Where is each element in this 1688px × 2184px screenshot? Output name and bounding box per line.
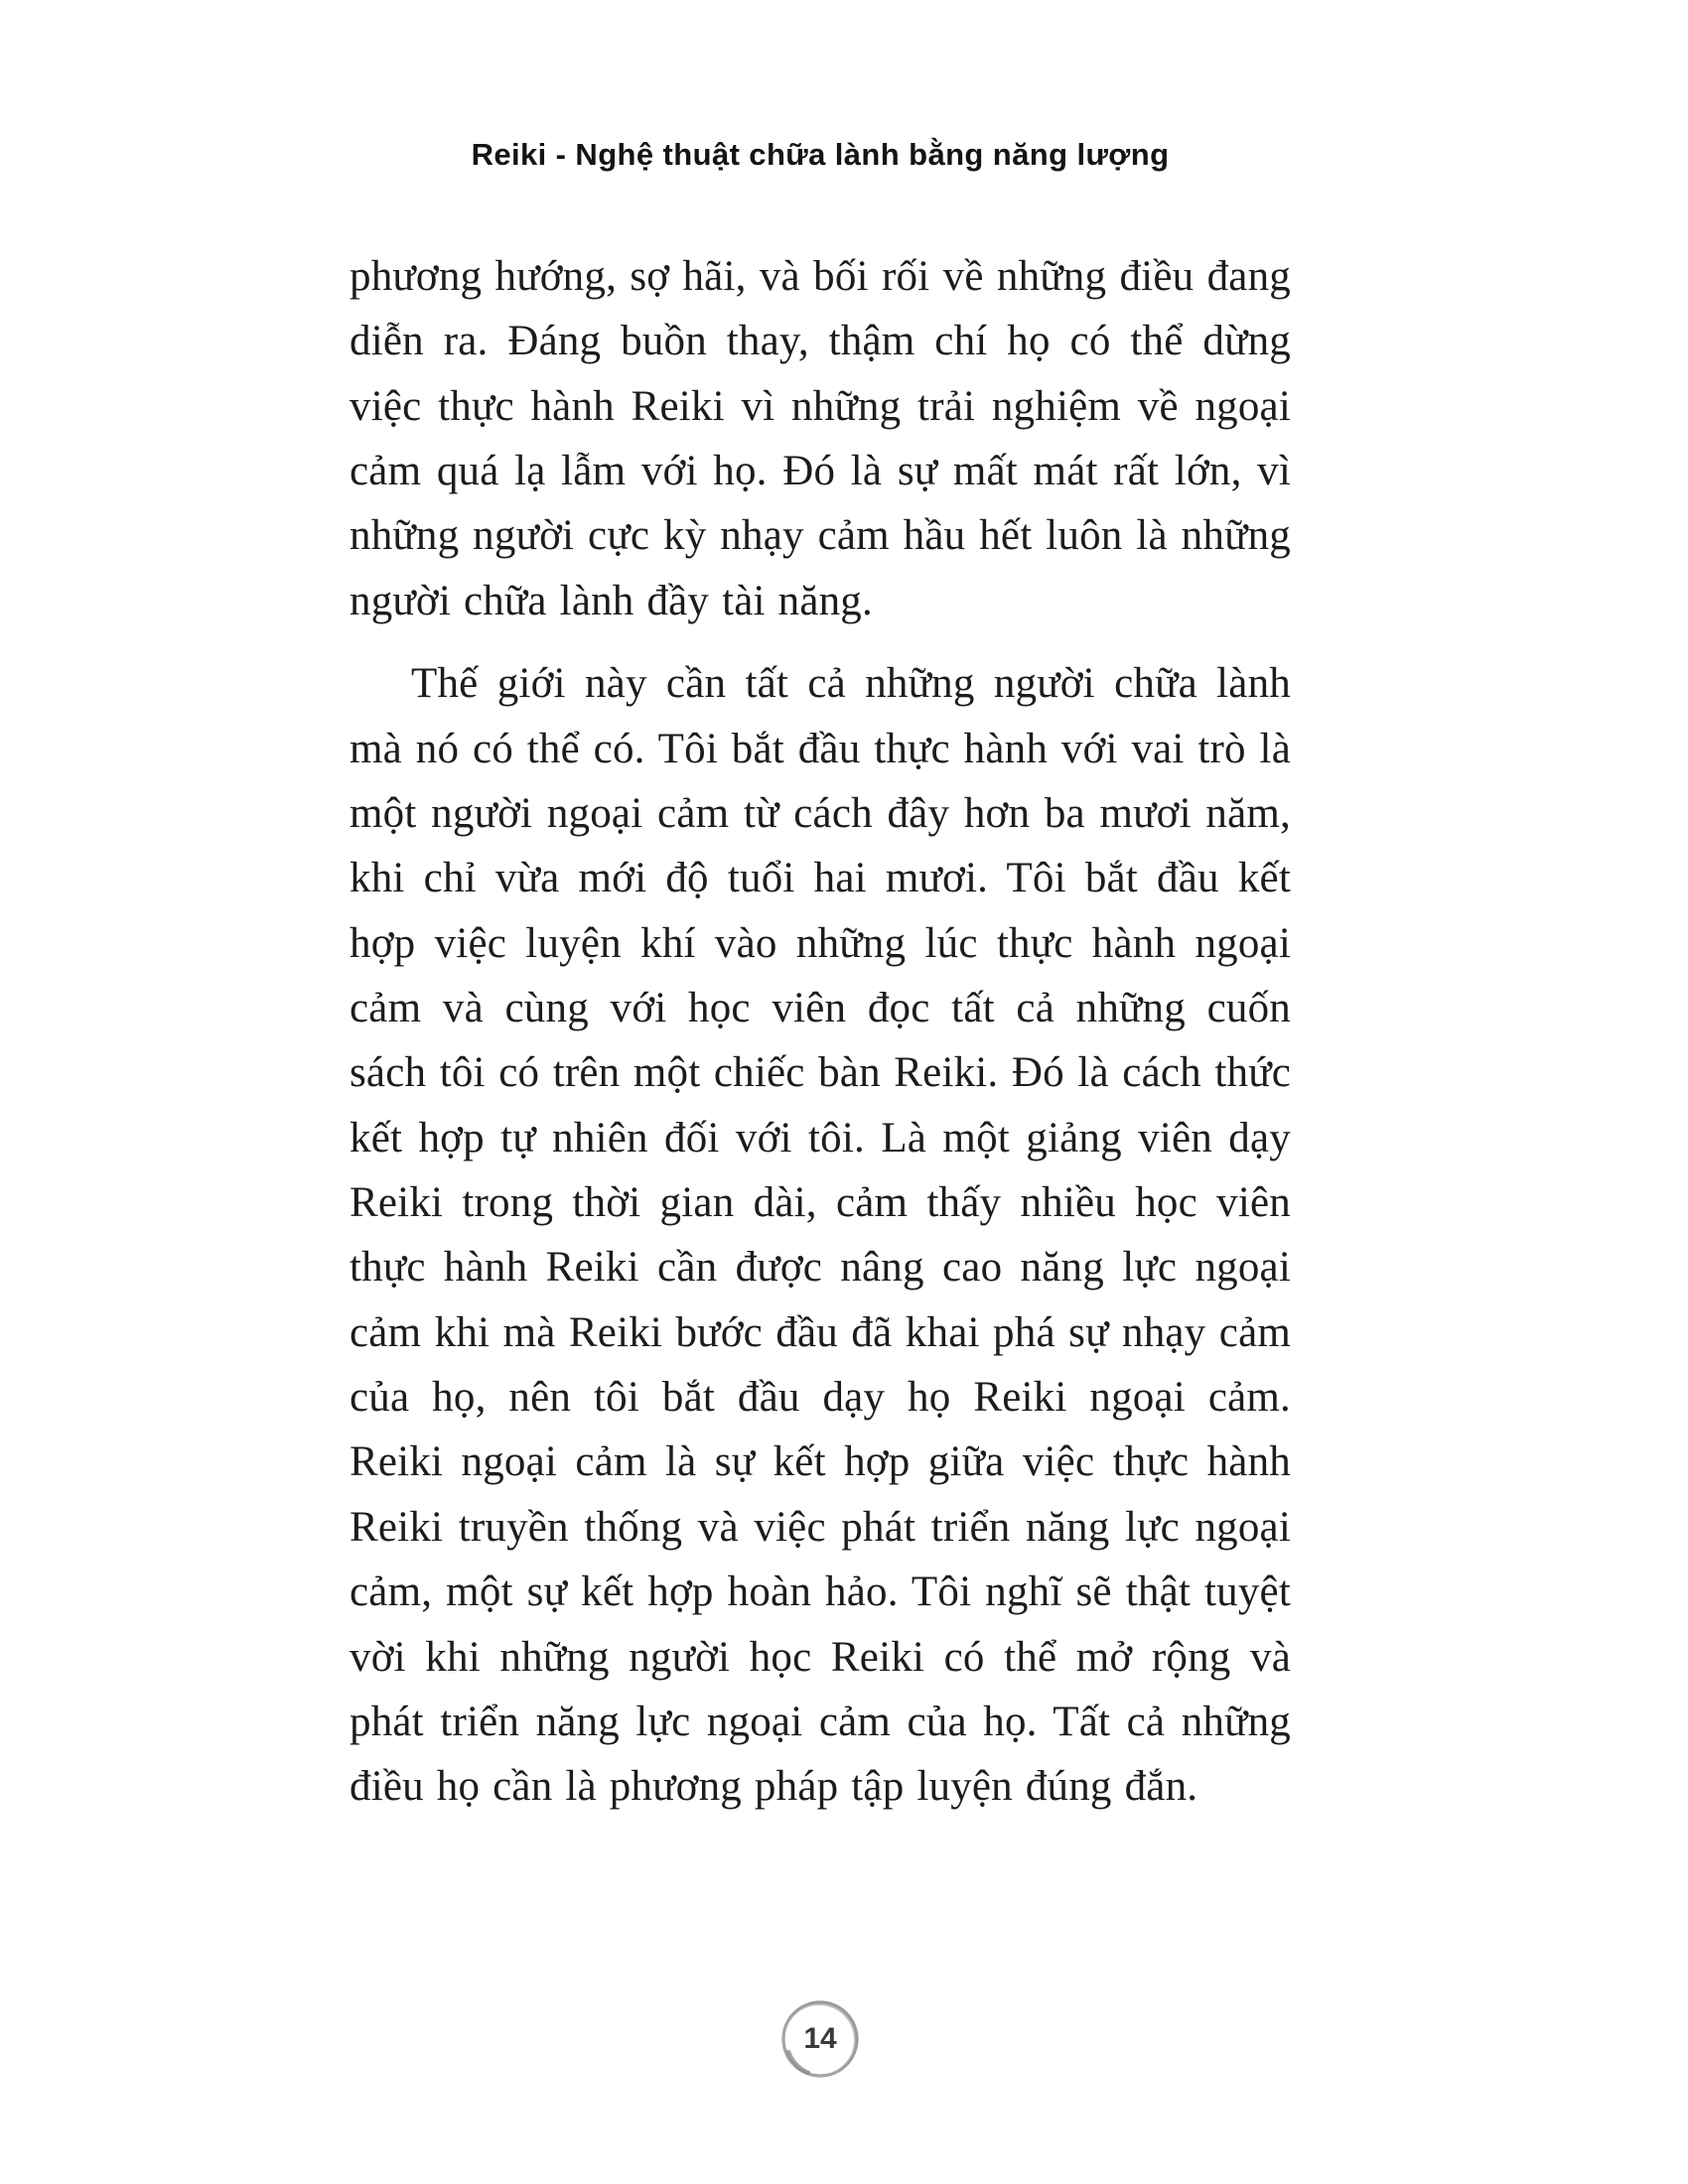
page-footer <box>350 1997 1291 2081</box>
paragraph-1: phương hướng, sợ hãi, và bối rối về những điều đang diễn ra. Đáng buồn thay, thậm chí họ có thể dừng việc thực hành Reiki vì những trải nghiệm về ngoại cảm quá lạ lẫm với họ. Đó là sự mất mát rất lớn, vì những người cực kỳ nhạy cảm hầu hết luôn là những người chữa lành đầy tài năng. <box>350 253 1291 624</box>
body-text <box>350 244 1291 1820</box>
running-header: Reiki - Nghệ thuật chữa lành bằng năng lượng <box>471 137 1170 172</box>
page-number: 14 <box>803 2022 837 2055</box>
paragraph-2: Thế giới này cần tất cả những người chữa lành mà nó có thể có. Tôi bắt đầu thực hành với vai trò là một người ngoại cảm từ cách đây hơn ba mươi năm, khi chỉ vừa mới độ tuổi hai mươi. Tôi bắt đầu kết hợp việc luyện khí vào những lúc thực hành ngoại cảm và cùng với học viên đọc tất cả những cuốn sách tôi có trên một chiếc bàn Reiki. Đó là cách thức kết hợp tự nhiên đối với tôi. Là một giảng viên dạy Reiki trong thời gian dài, cảm thấy nhiều học viên thực hành Reiki cần được nâng cao năng lực ngoại cảm khi mà Reiki bước đầu đã khai phá sự nhạy cảm của họ, nên tôi bắt đầu dạy họ Reiki ngoại cảm. Reiki ngoại cảm là sự kết hợp giữa việc thực hành Reiki truyền thống và việc phát triển năng lực ngoại cảm, một sự kết hợp hoàn hảo. Tôi nghĩ sẽ thật tuyệt vời khi những người học Reiki có thể mở rộng và phát triển năng lực ngoại cảm của họ. Tất cả những điều họ cần là phương pháp tập luyện đúng đắn. <box>350 660 1291 1811</box>
content-column <box>350 137 1291 1820</box>
page-number-badge <box>778 1997 862 2081</box>
